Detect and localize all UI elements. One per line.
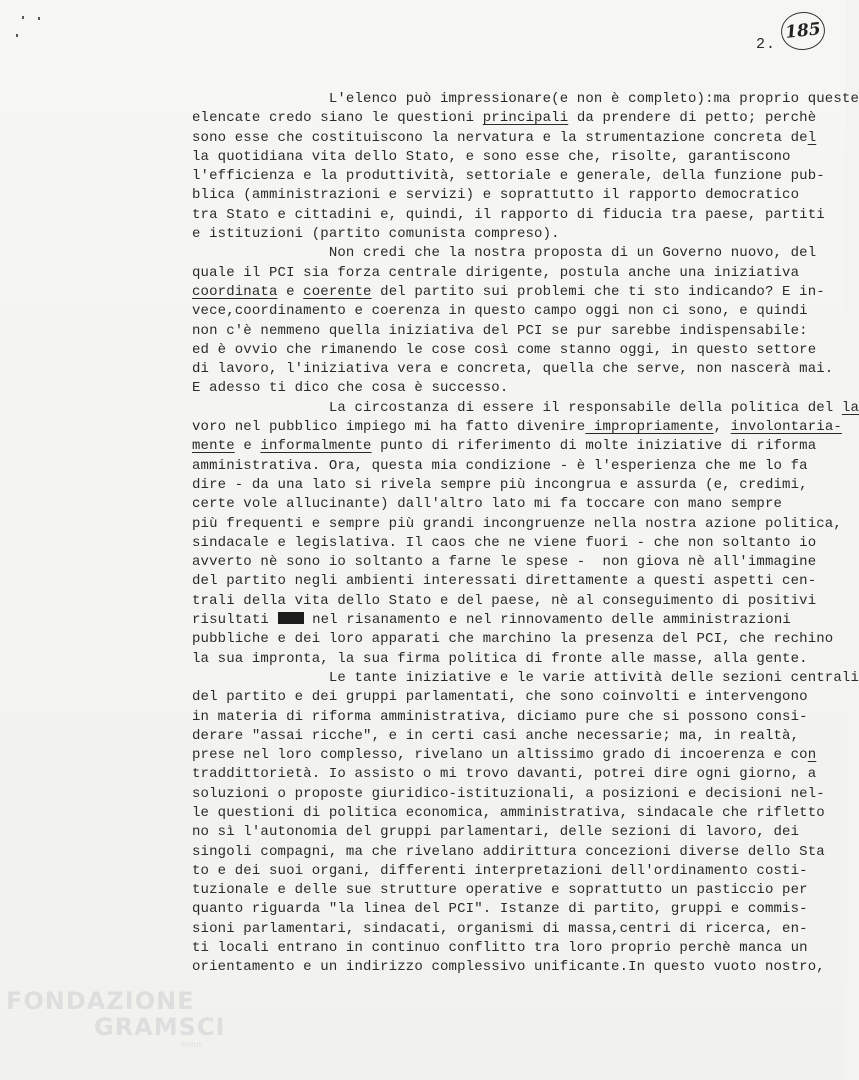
text-line: orientamento e un indirizzo complessivo unificante.In questo vuoto nostro, xyxy=(192,959,825,976)
speck xyxy=(16,34,18,37)
text-line: certe vole allucinante) dall'altro lato mi fa toccare con mano sempre xyxy=(192,496,783,513)
text-line: trali della vita dello Stato e del paese, nè al conseguimento di positivi xyxy=(192,592,817,609)
text-line: quanto riguarda "la linea del PCI". Istanze di partito, gruppi e commis- xyxy=(192,901,808,918)
text-line: e istituzioni (partito comunista compreso). xyxy=(192,226,560,243)
text-line: non c'è nemmeno quella iniziativa del PCI se pur sarebbe indispensabile: xyxy=(192,322,808,339)
underlined-word: n xyxy=(807,747,817,764)
text-line: tuzionale e delle sue strutture operative e soprattutto un pasticcio per xyxy=(192,882,808,899)
text-line: quale il PCI sia forza centrale dirigente, postula anche una iniziativa xyxy=(192,264,800,281)
letter-body xyxy=(192,90,859,978)
watermark-sub: onlus xyxy=(181,1040,203,1049)
text-line: le questioni di politica economica, amministrativa, sindacale che rifletto xyxy=(192,804,825,821)
text-line: avverto nè sono io soltanto a farne le spese - non giova nè all'immagine xyxy=(192,554,817,571)
text-line: in materia di riforma amministrativa, diciamo pure che si possono consi- xyxy=(192,708,808,725)
text-line: amministrativa. Ora, questa mia condizione - è l'esperienza che me lo fa xyxy=(192,457,808,474)
text-line: sono esse che costituiscono la nervatura e la strumentazione concreta del xyxy=(192,129,817,146)
watermark-line-1: FONDAZIONE xyxy=(6,987,195,1015)
text-line: sindacale e legislativa. Il caos che ne viene fuori - che non soltanto io xyxy=(192,534,817,551)
text-line: elencate credo siano le questioni principali da prendere di petto; perchè xyxy=(192,110,817,127)
text-line: mente e informalmente punto di riferimento di molte iniziative di riforma xyxy=(192,438,817,455)
text-line: risultati nel risanamento e nel rinnovamento delle amministrazioni xyxy=(192,612,791,629)
text-line: ti locali entrano in continuo conflitto tra loro proprio perchè manca un xyxy=(192,940,808,957)
underlined-word: involontaria- xyxy=(730,419,842,436)
underlined-word: principali xyxy=(482,110,569,127)
text-line: voro nel pubblico impiego mi ha fatto divenire impropriamente, involontaria- xyxy=(192,419,842,436)
text-line: l'efficienza e la produttività, settoriale e generale, della funzione pub- xyxy=(192,168,825,185)
text-line: più frequenti e sempre più grandi incongruenze nella nostra azione politica, xyxy=(192,515,842,532)
text-line: singoli compagni, ma che rivelano addirittura concezioni diverse dello Sta xyxy=(192,843,825,860)
text-line: E adesso ti dico che cosa è successo. xyxy=(192,380,509,397)
text-line: dire - da una lato si rivela sempre più incongrua e assurda (e, credimi, xyxy=(192,476,808,493)
underlined-word: impropriamente xyxy=(585,419,714,436)
underlined-word: l xyxy=(807,129,817,146)
watermark-line-2: GRAMSCI xyxy=(94,1013,226,1041)
underlined-word: mente xyxy=(192,438,235,455)
text-line: di lavoro, l'iniziativa vera e concreta, quella che serve, non nascerà mai. xyxy=(192,361,834,378)
text-line: la quotidiana vita dello Stato, e sono esse che, risolte, garantiscono xyxy=(192,148,791,165)
text-line: blica (amministrazioni e servizi) e soprattutto il rapporto democratico xyxy=(192,187,800,204)
text-line: prese nel loro complesso, rivelano un altissimo grado di incoerenza e con xyxy=(192,747,817,764)
text-line: ed è ovvio che rimanendo le cose così come stanno oggi, in questo settore xyxy=(192,341,817,358)
text-line: vece,coordinamento e coerenza in questo campo oggi non ci sono, e quindi xyxy=(192,303,808,320)
page-number: 2. xyxy=(756,36,777,53)
underlined-word: informalmente xyxy=(260,438,372,455)
archive-stamp-number: 185 xyxy=(779,10,827,52)
text-line: tra Stato e cittadini e, quindi, il rapporto di fiducia tra paese, partiti xyxy=(192,206,825,223)
text-line: la sua impronta, la sua firma politica di fronte alle masse, alla gente. xyxy=(192,650,808,667)
text-line: pubbliche e dei loro apparati che marchino la presenza del PCI, che rechino xyxy=(192,631,834,648)
text-line: sioni parlamentari, sindacati, organismi di massa,centri di ricerca, en- xyxy=(192,920,808,937)
text-line: soluzioni o proposte giuridico-istituzionali, a posizioni e decisioni nel- xyxy=(192,785,825,802)
foundation-watermark-logo xyxy=(6,988,225,1050)
underlined-word: coerente xyxy=(303,283,372,300)
redaction-mark xyxy=(278,612,304,624)
text-line: Non credi che la nostra proposta di un Governo nuovo, del xyxy=(192,245,817,262)
text-line: La circostanza di essere il responsabile della politica del la xyxy=(192,399,859,416)
text-line: no sì l'autonomia del gruppi parlamentari, delle sezioni di lavoro, dei xyxy=(192,824,800,841)
underlined-word: coordinata xyxy=(192,283,278,300)
text-line: Le tante iniziative e le varie attività delle sezioni centrali xyxy=(192,669,859,686)
text-line: coordinata e coerente del partito sui problemi che ti sto indicando? E in- xyxy=(192,283,825,300)
text-line: del partito e dei gruppi parlamentati, che sono coinvolti e intervengono xyxy=(192,689,808,706)
text-line: to e dei suoi organi, differenti interpretazioni dell'ordinamento costi- xyxy=(192,862,808,879)
text-line: L'elenco può impressionare(e non è completo):ma proprio queste xyxy=(192,91,859,107)
text-line: derare "assai ricche", e in certi casi anche necessarie; ma, in realtà, xyxy=(192,727,800,744)
speck xyxy=(38,17,40,20)
text-line: traddittorietà. Io assisto o mi trovo davanti, potrei dire ogni giorno, a xyxy=(192,766,817,783)
text-line: del partito negli ambienti interessati direttamente a questi aspetti cen- xyxy=(192,573,817,590)
underlined-word: la xyxy=(841,399,859,416)
speck xyxy=(22,16,24,19)
